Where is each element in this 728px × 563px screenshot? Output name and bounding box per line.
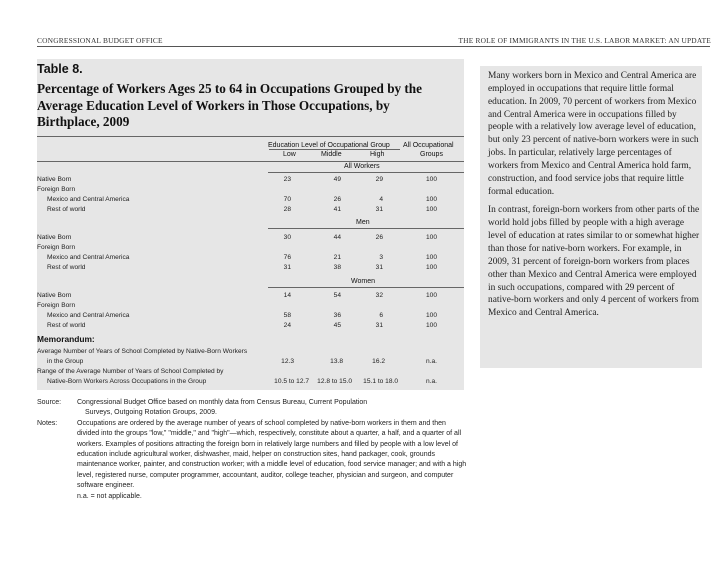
section-title: Women — [351, 278, 375, 285]
table-title: Percentage of Workers Ages 25 to 64 in Occupations Grouped by the Average Education Level of Workers in Those Occupations, by Birthplace, 2009 — [37, 81, 422, 129]
section-rule — [268, 287, 464, 288]
memo-row1-label: Average Number of Years of School Completed by Native-Born Workers — [37, 348, 248, 355]
memo-row2-label-cont: Native-Born Workers Across Occupations in the Group — [47, 378, 207, 385]
row-label: Native Born — [37, 292, 72, 299]
section-rule — [268, 228, 464, 229]
cell-low: 70 — [283, 196, 291, 203]
cell-total: 100 — [425, 292, 437, 299]
memorandum-label: Memorandum: — [37, 334, 95, 344]
cell-total: 100 — [425, 322, 437, 329]
column-header-rule — [37, 161, 464, 162]
row-label: Rest of world — [47, 206, 86, 213]
notes-note — [37, 419, 467, 502]
cell-high: 31 — [375, 206, 383, 213]
cell-total: 100 — [425, 176, 437, 183]
cell-low: 24 — [283, 322, 291, 329]
notes-key: Notes: — [37, 419, 58, 427]
row-label: Rest of world — [47, 264, 86, 271]
cell-middle: 21 — [333, 254, 341, 261]
cell-middle: 45 — [333, 322, 341, 329]
notes-text: Occupations are ordered by the average number of years of school completed by native-born workers in them and then divided into the groups "low," "middle," and "high"—which, respectively, constitute about a quarter, a half, and a quarter of all workers. Examples of positions attracting the foreign born in relatively large numbers and filled by people with a low level of education include agricultural worker, dishwasher, maid, helper on construction sites, hand packager, cook, grounds maintenance worker, painter, and construction worker; with a middle level of education, food service manager; and with a high level, registered nurse, computer programmer, accountant, auditor, college teacher, physician and surgeon, and computer software engineer. — [77, 419, 467, 490]
cell-high: 6 — [379, 312, 383, 319]
sidebar-paragraph-1: Many workers born in Mexico and Central America are employed in occupations that require little formal education. In 2009, 70 percent of workers from Mexico and Central America were in occupations filled by people with a relatively low average level of education, but only 23 percent of native-born workers were in such jobs. In particular, relatively large percentages of workers from Mexico and Central America hold farm, construction, and food service jobs that require little formal education. — [488, 71, 699, 197]
sidebar-paragraph-2: In contrast, foreign-born workers from other parts of the world hold jobs filled by people with a high average level of education at rates similar to or somewhat higher than those for native-born workers. For example, in 2009, 31 percent of foreign-born workers from places other than Mexico and Central America were employed in such occupations, compared with 29 percent of native-born workers and only 4 percent of workers from Mexico and Central America. — [488, 205, 700, 319]
cell-low: 30 — [283, 234, 291, 241]
memo-row2-label: Range of the Average Number of Years of School Completed by — [37, 368, 224, 375]
section-title: Men — [356, 219, 370, 226]
cell-middle: 44 — [333, 234, 341, 241]
cell-total: 100 — [425, 196, 437, 203]
cell-total: 100 — [425, 312, 437, 319]
column-header-high: High — [370, 151, 385, 158]
cell-middle: 36 — [333, 312, 341, 319]
table-label: Table 8. — [37, 62, 83, 76]
column-group-header: Education Level of Occupational Group — [268, 142, 390, 149]
row-label: Foreign Born — [37, 302, 76, 309]
cell-high: 3 — [379, 254, 383, 261]
row-label: Mexico and Central America — [47, 196, 130, 203]
column-header-low: Low — [283, 151, 296, 158]
cell-middle: 13.8 — [330, 358, 343, 365]
cell-high: 31 — [375, 264, 383, 271]
cell-low: 23 — [283, 176, 291, 183]
row-label: Mexico and Central America — [47, 312, 130, 319]
running-header-right: THE ROLE OF IMMIGRANTS IN THE U.S. LABOR MARKET: AN UPDATE — [458, 36, 711, 45]
row-label: Foreign Born — [37, 186, 76, 193]
column-all-header: All Occupational — [403, 142, 454, 149]
table-notes — [37, 398, 467, 502]
cell-total: 100 — [425, 206, 437, 213]
cell-total: n.a. — [426, 358, 437, 365]
cell-high: 16.2 — [372, 358, 385, 365]
cell-total: 100 — [425, 264, 437, 271]
row-label: Mexico and Central America — [47, 254, 130, 261]
running-header-left: CONGRESSIONAL BUDGET OFFICE — [37, 36, 163, 45]
memo-row1-label-cont: in the Group — [47, 358, 84, 365]
source-line2: Surveys, Outgoing Rotation Groups, 2009. — [85, 409, 217, 417]
cell-total: 100 — [425, 254, 437, 261]
row-label: Native Born — [37, 176, 72, 183]
section-rule — [268, 172, 464, 173]
row-label: Native Born — [37, 234, 72, 241]
row-label: Foreign Born — [37, 244, 76, 251]
section-title: All Workers — [344, 163, 380, 170]
cell-low: 12.3 — [281, 358, 294, 365]
source-line1: Congressional Budget Office based on monthly data from Census Bureau, Current Population — [77, 399, 368, 406]
cell-middle: 26 — [333, 196, 341, 203]
header-divider — [37, 46, 710, 47]
cell-low: 76 — [283, 254, 291, 261]
table-top-rule — [37, 136, 464, 137]
cell-high: 29 — [375, 176, 383, 183]
cell-low: 28 — [283, 206, 291, 213]
cell-low: 14 — [283, 292, 291, 299]
cell-middle: 38 — [333, 264, 341, 271]
cell-middle: 41 — [333, 206, 341, 213]
cell-low: 58 — [283, 312, 291, 319]
cell-high: 15.1 to 18.0 — [363, 378, 398, 385]
cell-middle: 12.8 to 15.0 — [317, 378, 352, 385]
source-key: Source: — [37, 399, 62, 406]
sidebar-text — [488, 70, 700, 326]
group-header-underline — [269, 149, 400, 150]
cell-high: 26 — [375, 234, 383, 241]
column-header-groups: Groups — [420, 151, 443, 158]
cell-high: 32 — [375, 292, 383, 299]
source-note — [37, 398, 467, 419]
cell-total: 100 — [425, 234, 437, 241]
cell-high: 4 — [379, 196, 383, 203]
row-label: Rest of world — [47, 322, 86, 329]
column-header-middle: Middle — [321, 151, 342, 158]
cell-middle: 54 — [333, 292, 341, 299]
cell-total: n.a. — [426, 378, 437, 385]
cell-low: 10.5 to 12.7 — [274, 378, 309, 385]
cell-middle: 49 — [333, 176, 341, 183]
cell-low: 31 — [283, 264, 291, 271]
na-note: n.a. = not applicable. — [77, 492, 142, 500]
cell-high: 31 — [375, 322, 383, 329]
